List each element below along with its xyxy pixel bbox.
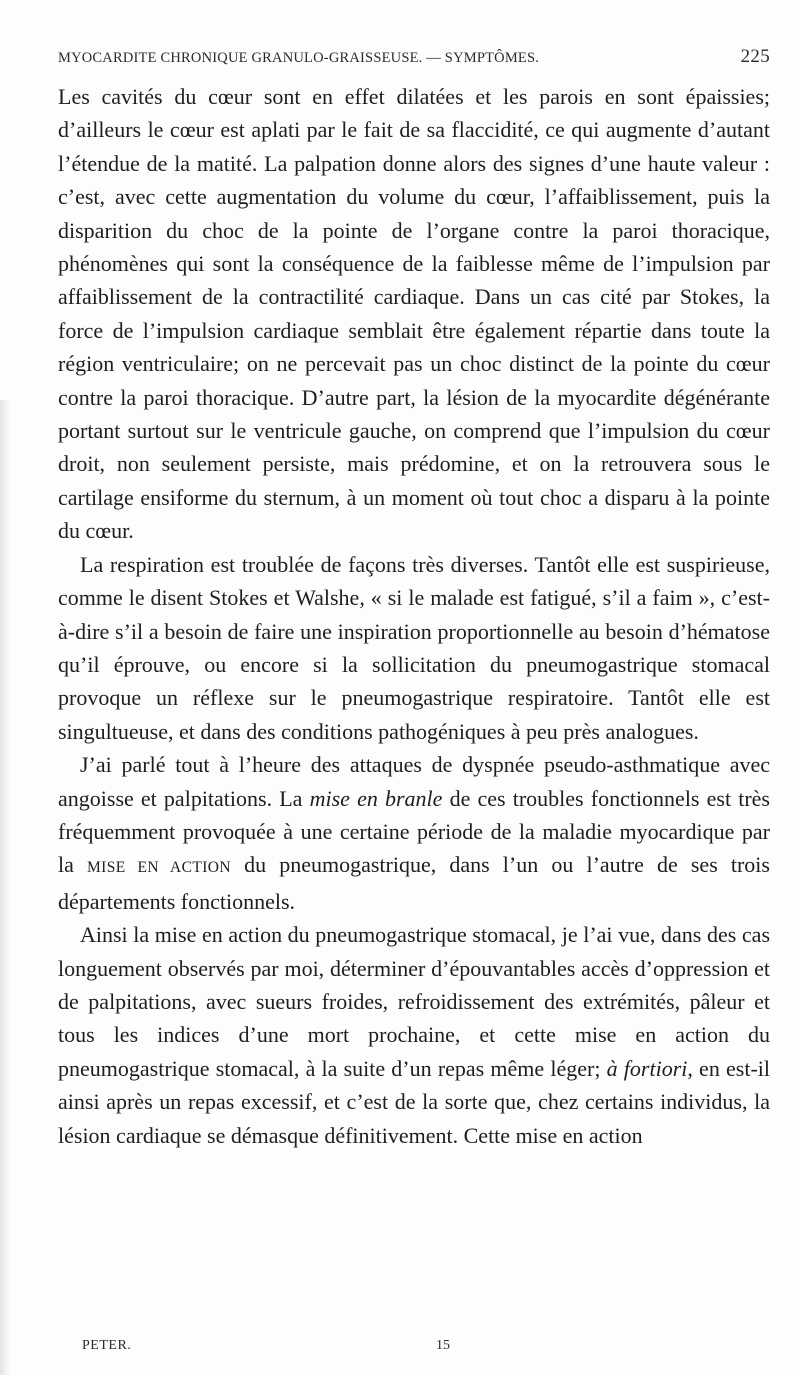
- text-run: , en est-il ainsi après un repas excessif, et c’est de la sorte que, chez certains individus, la lésion cardiaque se démasque définitivement. Cette mise en action: [58, 1055, 770, 1148]
- text-run: Ainsi la mise en action du pneumogastrique stomacal, je l’ai vue, dans des cas longuement observés par moi, déterminer d’épouvantables accès d’oppression et de palpitations, avec sueurs froides, refroidissement des extrémités, pâleur et tous les indices d’une mort prochaine, et cette mise en action du pneumogastrique stomacal, à la suite d’un repas même léger;: [58, 922, 770, 1081]
- text-run: Les cavités du cœur sont en effet dilatées et les parois en sont épaissies; d’ailleurs le cœur est aplati par le fait de sa flaccidité, ce qui augmente d’autant l’étendue de la matité. La palpation donne alors des signes d’une haute valeur : c’est, avec cette augmentation du volume du cœur, l’affaiblissement, puis la disparition du choc de la pointe de l’organe contre la paroi thoracique, phénomènes qui sont la conséquence de la faiblesse même de l’impulsion par affaiblissement de la contractilité cardiaque. Dans un cas cité par Stokes, la force de l’impulsion cardiaque semblait être également répartie dans toute la région ventriculaire; on ne percevait pas un choc distinct de la pointe du cœur contre la paroi thoracique. D’autre part, la lésion de la myocardite dégénérante portant surtout sur le ventricule gauche, on comprend que l’impulsion du cœur droit, non seulement persiste, mais prédomine, et on la retrouvera sous le cartilage ensiforme du sternum, à un moment où tout choc a disparu à la pointe du cœur.: [58, 84, 770, 544]
- paragraph: [58, 548, 770, 748]
- binding-shadow: [0, 400, 10, 1375]
- signature-mark: PETER.: [82, 1338, 132, 1353]
- paragraph: [58, 918, 770, 1152]
- text-run: La respiration est troublée de façons très diverses. Tantôt elle est suspirieuse, comme le disent Stokes et Walshe, « si le malade est fatigué, s’il a faim », c’est-à-dire s’il a besoin de faire une inspiration proportionnelle au besoin d’hématose qu’il éprouve, ou encore si la sollicitation du pneumogastrique stomacal provoque un réflexe sur le pneumogastrique respiratoire. Tantôt elle est singultueuse, et dans des conditions pathogéniques à peu près analogues.: [58, 551, 770, 744]
- paragraph: [58, 80, 770, 548]
- paragraph: [58, 748, 770, 918]
- running-head: [58, 46, 770, 68]
- italic-phrase: à fortiori: [606, 1055, 688, 1081]
- text-run: de ces troubles fonctionnels est très fréquemment provoquée à une certaine période de la maladie myocardique par la: [58, 785, 770, 878]
- page-number: 225: [740, 46, 770, 67]
- signature-number: 15: [436, 1338, 450, 1353]
- text-run: du pneumogastrique, dans l’un ou l’autre de ses trois départements fonctionnels.: [58, 852, 770, 914]
- text-run: J’ai parlé tout à l’heure des attaques de dyspnée pseudo-asthmatique avec angoisse et palpitations. La: [58, 752, 770, 811]
- page-footer: [58, 1338, 770, 1354]
- body-text: [58, 80, 770, 1152]
- italic-phrase: mise en branle: [309, 785, 443, 811]
- running-title: MYOCARDITE CHRONIQUE GRANULO-GRAISSEUSE. — SYMPTÔMES.: [58, 50, 540, 66]
- small-caps-phrase: MISE EN ACTION: [87, 859, 231, 877]
